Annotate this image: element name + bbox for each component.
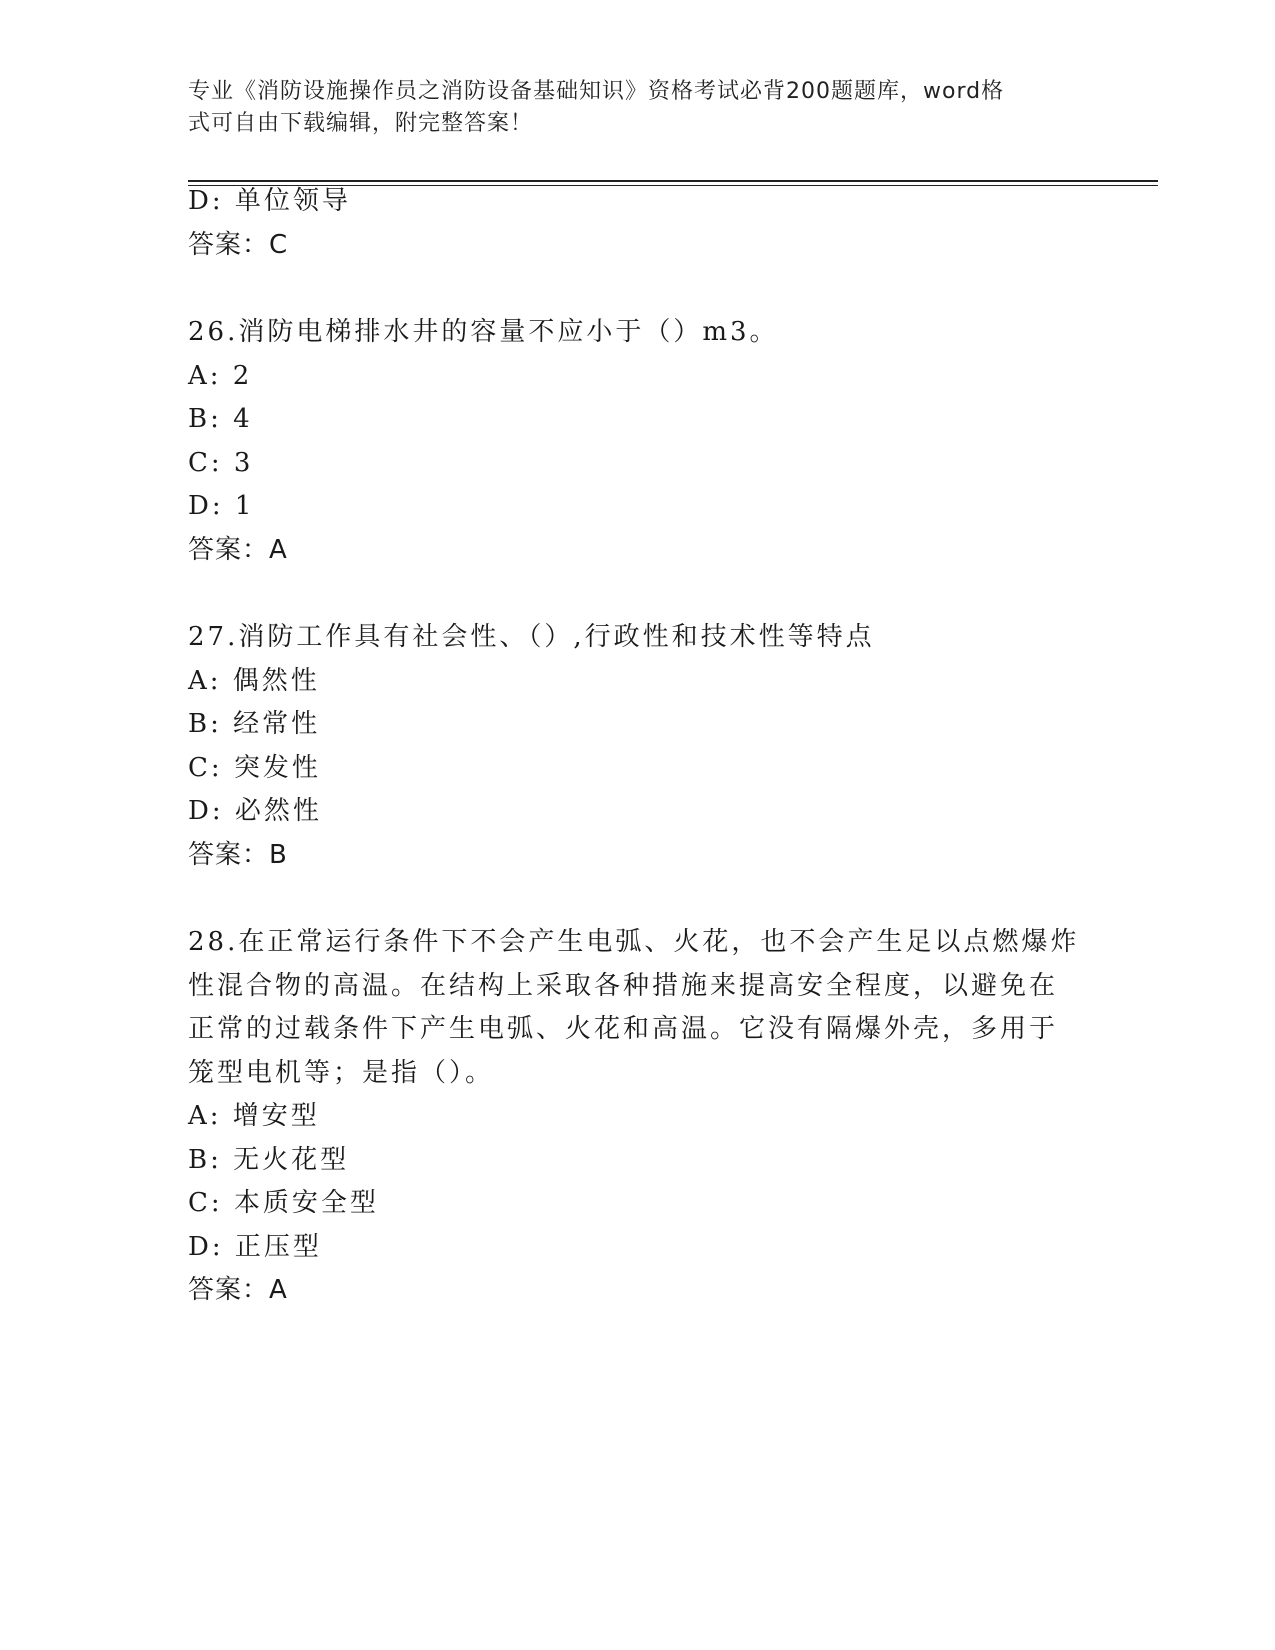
q26-option-d: D: 1 xyxy=(188,491,255,521)
q26-option-b: B: 4 xyxy=(188,404,253,434)
q27-option-b: B: 经常性 xyxy=(188,709,321,739)
q27-option-c: C: 突发性 xyxy=(188,753,321,783)
q27-option-d: D: 必然性 xyxy=(188,796,322,826)
q26-option-a: A: 2 xyxy=(188,361,253,391)
q28-option-b: B: 无火花型 xyxy=(188,1145,350,1175)
q28-stem-line-1: 28.在正常运行条件下不会产生电弧、火花，也不会产生足以点燃爆炸 xyxy=(188,927,1080,957)
q25-option-d: D: 单位领导 xyxy=(188,186,351,216)
q28-stem-line-2: 性混合物的高温。在结构上采取各种措施来提高安全程度，以避免在 xyxy=(188,971,1059,1001)
q28-option-c: C: 本质安全型 xyxy=(188,1188,379,1218)
document-header xyxy=(188,76,1068,140)
header-line-2: 式可自由下载编辑，附完整答案！ xyxy=(188,111,534,136)
q28-answer: 答案：A xyxy=(188,1275,288,1305)
header-divider-thick xyxy=(188,180,1158,182)
q27-option-a: A: 偶然性 xyxy=(188,666,320,696)
q26-stem: 26.消防电梯排水井的容量不应小于（）m3。 xyxy=(188,317,779,347)
q28-stem-line-3: 正常的过载条件下产生电弧、火花和高温。它没有隔爆外壳，多用于 xyxy=(188,1014,1059,1044)
q27-stem: 27.消防工作具有社会性、（）,行政性和技术性等特点 xyxy=(188,622,875,652)
q28-stem-line-4: 笼型电机等；是指（）。 xyxy=(188,1058,495,1088)
q26-answer: 答案：A xyxy=(188,535,288,565)
q25-answer: 答案：C xyxy=(188,230,289,260)
q26-option-c: C: 3 xyxy=(188,448,254,478)
header-line-1: 专业《消防设施操作员之消防设备基础知识》资格考试必背200题题库，word格 xyxy=(188,79,1005,104)
q28-option-a: A: 增安型 xyxy=(188,1101,320,1131)
q28-option-d: D: 正压型 xyxy=(188,1232,322,1262)
q27-answer: 答案：B xyxy=(188,840,288,870)
